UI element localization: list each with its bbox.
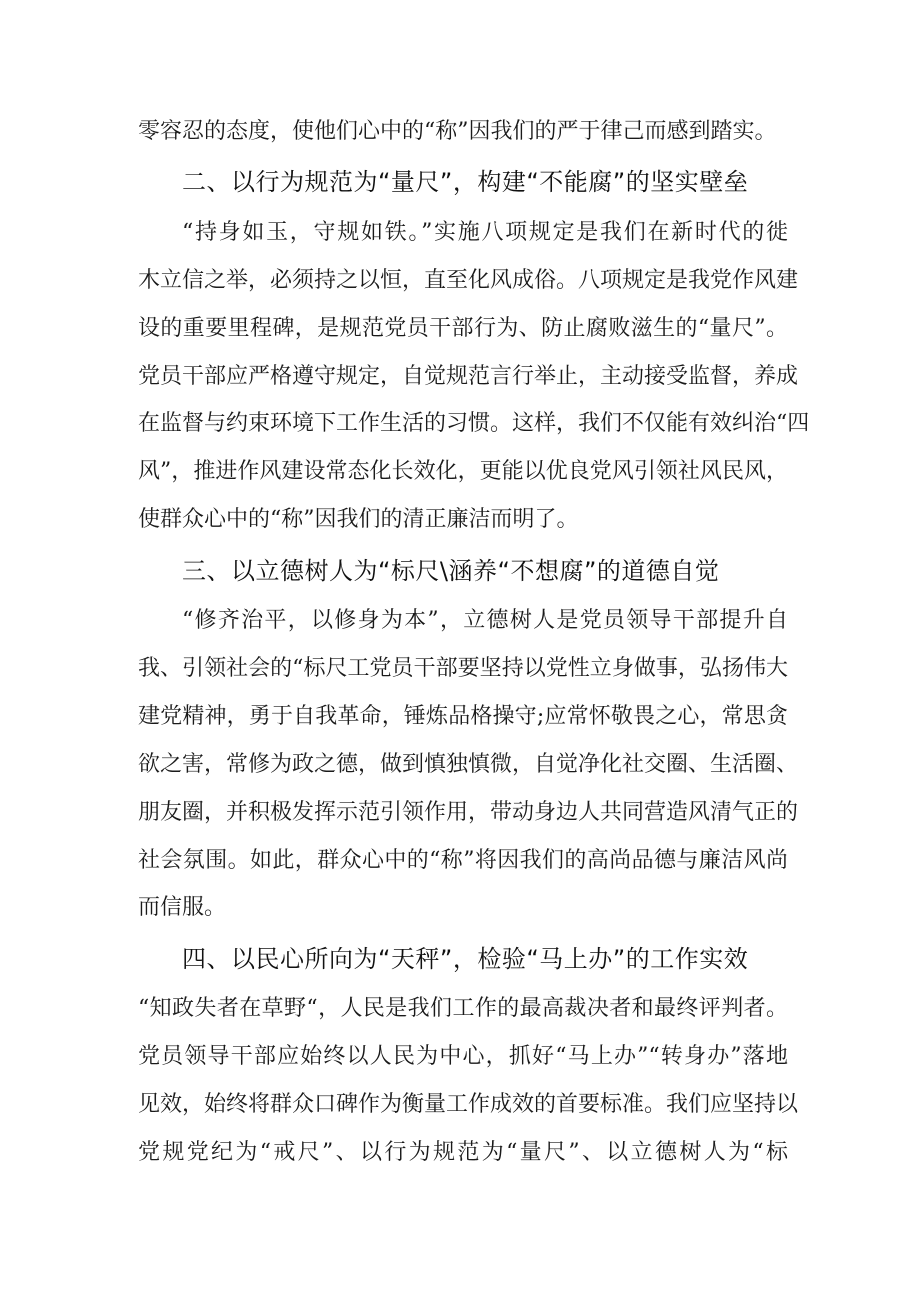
paragraph-line: 朋友圈，并积极发挥示范引领作用，带动身边人共同营造风清气正的 bbox=[138, 800, 799, 825]
paragraph-line: “知政失者在草野“，人民是我们工作的最高裁决者和最终评判者。 bbox=[138, 996, 788, 1021]
paragraph-line: 风”，推进作风建设常态化长效化，更能以优良党风引领社风民风， bbox=[138, 459, 788, 484]
paragraph-line: “持身如玉，守规如铁。”实施八项规定是我们在新时代的徙 bbox=[182, 220, 788, 245]
section-heading-3: 三、以立德树人为“标尺\涵养“不想腐”的道德自觉 bbox=[182, 557, 720, 585]
paragraph-line: 零容忍的态度，使他们心中的“称”因我们的严于律己而感到踏实。 bbox=[138, 119, 777, 144]
paragraph-line: 建党精神，勇于自我革命，锤炼品格操守;应常怀敬畏之心，常思贪 bbox=[138, 704, 788, 729]
paragraph-line: 欲之害，常修为政之德，做到慎独慎微，自觉净化社交圈、生活圈、 bbox=[138, 752, 799, 777]
paragraph-line: 社会氛围。如此，群众心中的“称”将因我们的高尚品德与廉洁风尚 bbox=[138, 848, 788, 873]
paragraph-line: 而信服。 bbox=[138, 895, 227, 920]
paragraph-line: 见效，始终将群众口碑作为衡量工作成效的首要标准。我们应坚持以 bbox=[138, 1092, 799, 1117]
paragraph-line: 党员领导干部应始终以人民为中心，抓好“马上办”“转身办”落地 bbox=[138, 1044, 788, 1069]
paragraph-line: 木立信之举，必须持之以恒，直至化风成俗。八项规定是我党作风建 bbox=[138, 268, 799, 293]
section-heading-2: 二、以行为规范为“量尺”，构建“不能腐”的坚实壁垒 bbox=[182, 168, 749, 196]
paragraph-line: 党员干部应严格遵守规定，自觉规范言行举止，主动接受监督，养成 bbox=[138, 364, 799, 389]
paragraph-line: “修齐治平，以修身为本”，立德树人是党员领导干部提升自 bbox=[182, 608, 788, 633]
paragraph-line: 在监督与约束环境下工作生活的习惯。这样，我们不仅能有效纠治“四 bbox=[138, 411, 810, 436]
paragraph-line: 设的重要里程碑，是规范党员干部行为、防止腐败滋生的“量尺”。 bbox=[138, 316, 788, 341]
paragraph-line: 使群众心中的“称”因我们的清正廉洁而明了。 bbox=[138, 507, 579, 532]
paragraph-line: 我、引领社会的“标尺工党员干部要坚持以党性立身做事，弘扬伟大 bbox=[138, 656, 788, 681]
paragraph-line: 党规党纪为“戒尺”、以行为规范为“量尺”、以立德树人为“标 bbox=[138, 1140, 788, 1165]
section-heading-4: 四、以民心所向为“天秤”，检验“马上办”的工作实效 bbox=[182, 945, 749, 973]
